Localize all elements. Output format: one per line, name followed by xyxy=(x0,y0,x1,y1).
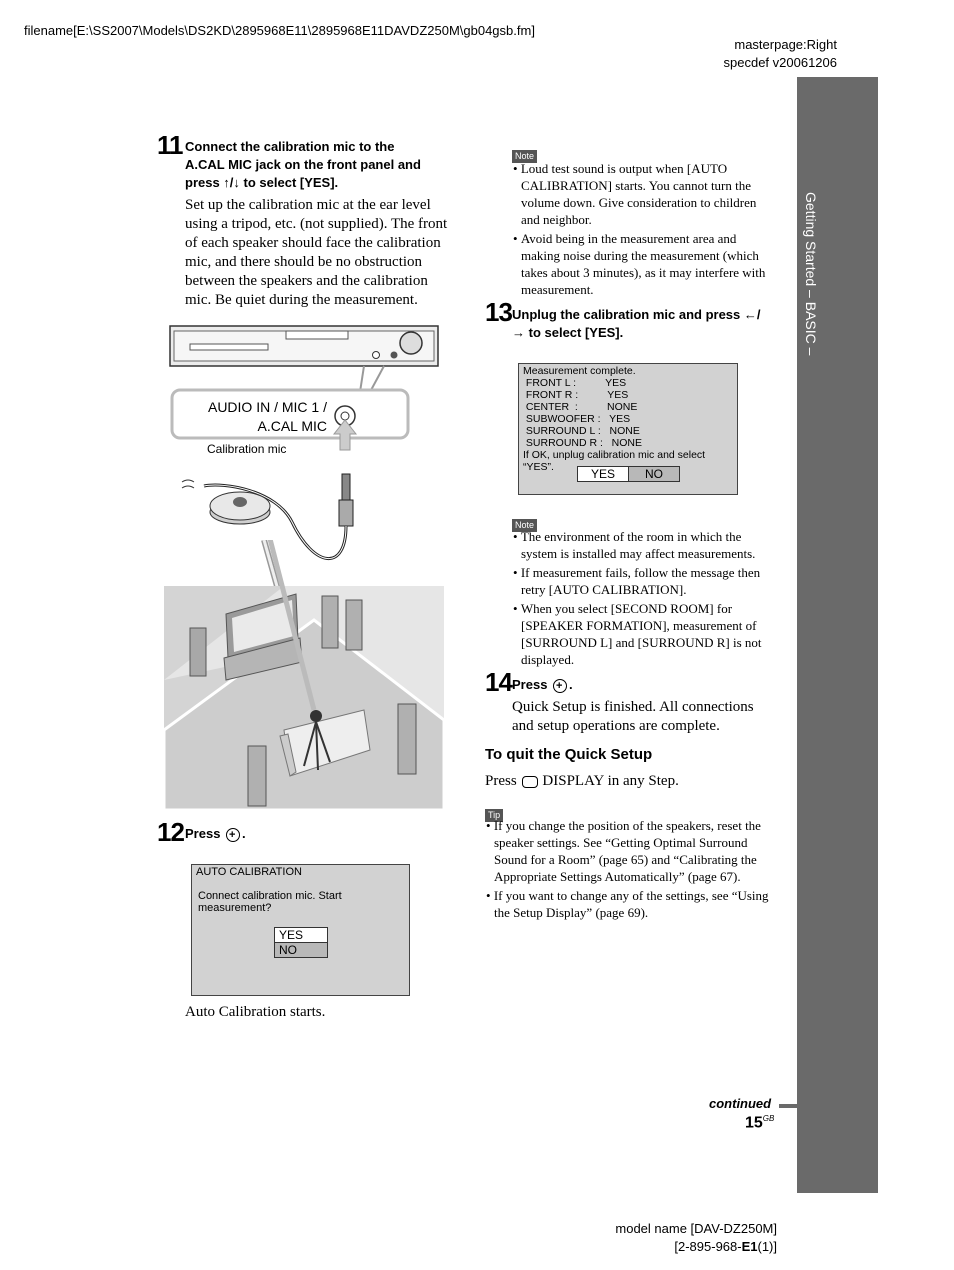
quit-instruction xyxy=(485,772,679,791)
quit-heading: To quit the Quick Setup xyxy=(485,746,653,763)
step-11-heading xyxy=(185,138,421,192)
continued-label: continued xyxy=(709,1096,772,1111)
measurement-result-lines xyxy=(523,365,705,473)
step-12-press-label: Press xyxy=(185,826,221,841)
note-badge: Note xyxy=(512,519,537,532)
note-item: • When you select [SECOND ROOM] for [SPEAKER FORMATION], measurement of [SURROUND L] and [SURROUND R] is not displayed. xyxy=(513,601,762,667)
screen-message-line: measurement? xyxy=(198,902,272,914)
result-line: Measurement complete. xyxy=(523,365,636,377)
result-line: SURROUND L : NONE xyxy=(523,425,640,437)
part-code-post: (1)] xyxy=(757,1239,777,1254)
step-11-heading-line: Connect the calibration mic to the xyxy=(185,139,395,154)
room-illustration xyxy=(164,540,450,810)
result-line: CENTER : NONE xyxy=(523,401,638,413)
step-14-number: 14 xyxy=(485,667,512,697)
note-item: • If measurement fails, follow the message then retry [AUTO CALIBRATION]. xyxy=(513,565,761,597)
yes-option[interactable]: YES xyxy=(274,927,328,943)
part-code-pre: [2-895-968- xyxy=(674,1239,742,1254)
result-line: “YES”. xyxy=(523,461,554,473)
step-11-number: 11 xyxy=(157,130,183,160)
step-12-after: Auto Calibration starts. xyxy=(185,1004,326,1020)
note-item: • Loud test sound is output when [AUTO CALIBRATION] starts. You cannot turn the volume down. Give consideration to children and neighbor. xyxy=(513,161,757,227)
auto-calibration-screen xyxy=(191,864,410,996)
jack-callout-line: AUDIO IN / MIC 1 / xyxy=(207,399,327,415)
jack-callout xyxy=(190,398,327,436)
step-14-body-line: Quick Setup is finished. All connections xyxy=(512,699,754,715)
calibration-mic-label: Calibration mic xyxy=(207,442,287,456)
step-14-body xyxy=(512,698,754,736)
quit-rest-label: DISPLAY in any Step. xyxy=(542,773,679,789)
no-option[interactable]: NO xyxy=(274,942,328,958)
step-11-body-line: of each speaker should face the calibration xyxy=(185,235,441,251)
step-11-heading-line: press ↑/↓ to select [YES]. xyxy=(185,175,339,190)
part-code xyxy=(674,1238,777,1256)
step-11-body xyxy=(185,196,455,310)
specdef-header: specdef v20061206 xyxy=(723,55,837,70)
continued-bar xyxy=(779,1104,797,1108)
tip-item: • If you change the position of the speakers, reset the speaker settings. See “Getting Optimal Surround Sound for a Room” (page 65) and “Calibrating the Appropriate Settings Automatically” (page 67). xyxy=(486,818,761,884)
result-line: SURROUND R : NONE xyxy=(523,437,643,449)
step-12-heading: Press + . xyxy=(185,825,246,843)
screen-title: AUTO CALIBRATION xyxy=(196,866,302,878)
step-14-heading: Press + . xyxy=(512,676,573,694)
result-line: FRONT R : YES xyxy=(523,389,629,401)
step-13-heading-line: → to select [YES]. xyxy=(512,325,624,340)
enter-button-icon xyxy=(553,679,567,693)
step-14-body-line: and setup operations are complete. xyxy=(512,718,720,734)
note-item: • The environment of the room in which the system is installed may affect measurements. xyxy=(513,529,756,561)
filename-header: filename[E:\SS2007\Models\DS2KD\2895968E11\2895968E11DAVDZ250M\gb04gsb.fm] xyxy=(24,23,535,38)
no-option[interactable]: NO xyxy=(628,466,680,482)
step-13-heading-line: Unplug the calibration mic and press ←/ xyxy=(512,307,761,322)
step-14-press-label: Press xyxy=(512,677,548,692)
page-suffix: GB xyxy=(762,1114,775,1123)
step-13-number: 13 xyxy=(485,297,512,327)
page-number xyxy=(745,1114,774,1132)
side-tab-label: Getting Started – BASIC – xyxy=(803,192,819,356)
screen-message-line: Connect calibration mic. Start xyxy=(198,890,342,902)
step-11-body-line: mic. Be quiet during the measurement. xyxy=(185,292,418,308)
step-11-heading-line: A.CAL MIC jack on the front panel and xyxy=(185,157,421,172)
tip-badge: Tip xyxy=(485,809,503,822)
step-12-number: 12 xyxy=(157,817,184,847)
step-11-body-line: Set up the calibration mic at the ear level xyxy=(185,197,431,213)
jack-callout-line: A.CAL MIC xyxy=(257,418,327,434)
quit-press-label: Press xyxy=(485,773,517,789)
yes-option[interactable]: YES xyxy=(577,466,629,482)
step-11-body-line: using a tripod, etc. (not supplied). The front xyxy=(185,216,448,232)
enter-button-icon xyxy=(226,828,240,842)
result-line: SUBWOOFER : YES xyxy=(523,413,631,425)
note-list-2 xyxy=(511,528,781,670)
note-badge: Note xyxy=(512,150,537,163)
result-line: If OK, unplug calibration mic and select xyxy=(523,449,706,461)
step-11-body-line: between the speakers and the calibration xyxy=(185,273,428,289)
note-list-1 xyxy=(511,160,781,300)
step-11-body-line: mic, and there should be no obstruction xyxy=(185,254,423,270)
masterpage-header: masterpage:Right xyxy=(734,37,837,52)
screen-message xyxy=(198,890,342,914)
tip-list xyxy=(484,817,784,923)
step-13-heading xyxy=(512,306,761,342)
side-tab-text-wrap xyxy=(797,192,827,452)
result-line: FRONT L : YES xyxy=(523,377,627,389)
measurement-screen xyxy=(518,363,738,495)
tip-item: • If you want to change any of the settings, see “Using the Setup Display” (page 69). xyxy=(486,888,769,920)
model-name: model name [DAV-DZ250M] xyxy=(615,1221,777,1236)
note-item: • Avoid being in the measurement area and making noise during the measurement (which takes about 3 minutes), as it may interfere with measurement. xyxy=(513,231,766,297)
part-code-bold: E1 xyxy=(741,1239,758,1254)
page-num: 15 xyxy=(745,1114,763,1132)
display-button-icon xyxy=(522,776,538,788)
